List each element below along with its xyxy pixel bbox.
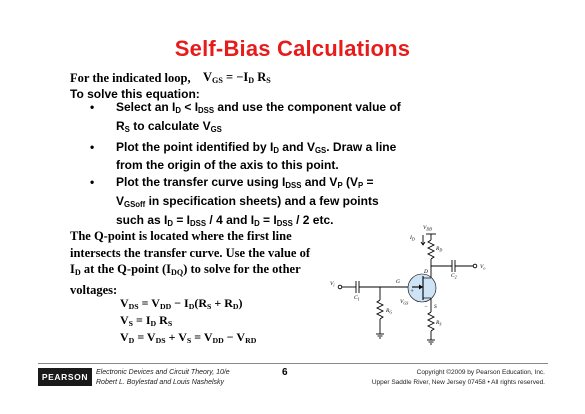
- gate-label: G: [396, 279, 400, 285]
- footer-divider: [38, 363, 548, 364]
- step-item: • Plot the transfer curve using $I_{DSS}$ and $V_P$ ($V_P = V_{GSoff}$ in specification sheets) and a few points such as $I_D = I_{DSS} / 4$ and $I_D = I_{DSS} / 2$ etc.: [90, 175, 379, 228]
- vo-label: $V_o$: [480, 264, 486, 271]
- plus-sign: +: [410, 289, 415, 295]
- equation-vds: $V_{DS} = V_{DD} - I_D(R_S + R_D)$: [120, 296, 243, 311]
- rd-label: $R_D$: [436, 246, 443, 253]
- jfet-symbol: [408, 274, 436, 302]
- step-item: • Select an $I_D < I_{DSS}$ and use the component value of $R_S$ to calculate $V_{GS}$: [90, 100, 401, 134]
- equation-vd: $V_D = V_{DS} + V_S = V_{DD} - V_{RD}$: [120, 330, 257, 345]
- publisher-line: Upper Saddle River, New Jersey 07458 • All rights reserved.: [371, 379, 545, 386]
- jfet-self-bias-circuit: [330, 220, 530, 355]
- rs-resistor: [428, 312, 434, 331]
- step-item: • Plot the point identified by $I_D$ and $V_{GS}$. Draw a line from the origin of the axis to this point.: [90, 139, 397, 173]
- solve-heading: To solve this equation:: [70, 87, 200, 101]
- equation-vs: $V_S = I_D$ $R_S$: [120, 313, 173, 328]
- rd-resistor: [428, 240, 434, 259]
- rs-label: $R_S$: [436, 320, 442, 327]
- rg-resistor: [377, 300, 383, 319]
- footer-book-info: [96, 368, 230, 388]
- book-title: Electronic Devices and Circuit Theory, 10/e: [96, 369, 230, 376]
- vi-label: $V_i$: [330, 281, 335, 288]
- footer-copyright: [372, 368, 545, 388]
- c2-label: $C_2$: [451, 273, 457, 280]
- copyright-line: Copyright ©2009 by Pearson Education, Inc.: [416, 369, 545, 376]
- rg-label: $R_G$: [386, 308, 393, 315]
- source-label: S: [434, 304, 437, 310]
- slide-title: Self-Bias Calculations: [174, 36, 411, 61]
- vdd-label: $V_{DD}$: [423, 225, 433, 232]
- pearson-logo: PEARSON: [38, 368, 92, 386]
- book-authors: Robert L. Boylestad and Louis Nashelsky: [96, 379, 225, 386]
- minus-sign: −: [424, 304, 429, 310]
- intro-text: For the indicated loop,: [70, 71, 191, 85]
- drain-label: D: [424, 269, 428, 275]
- id-label: $I_D$: [410, 235, 415, 242]
- vgs-label: $V_{GS}$: [400, 299, 409, 306]
- page-number: 6: [282, 367, 288, 378]
- steps-list: [86, 100, 406, 234]
- c1-label: $C_1$: [354, 295, 360, 302]
- qpoint-paragraph: The Q-point is located where the first line intersects the transfer curve. Use the value of $I_D$ at the Q-point $(I_{DQ})$ to solve for the other voltages:: [70, 229, 310, 297]
- vgs-formula: $V_{GS} = -I_D$ $R_S$: [203, 70, 271, 85]
